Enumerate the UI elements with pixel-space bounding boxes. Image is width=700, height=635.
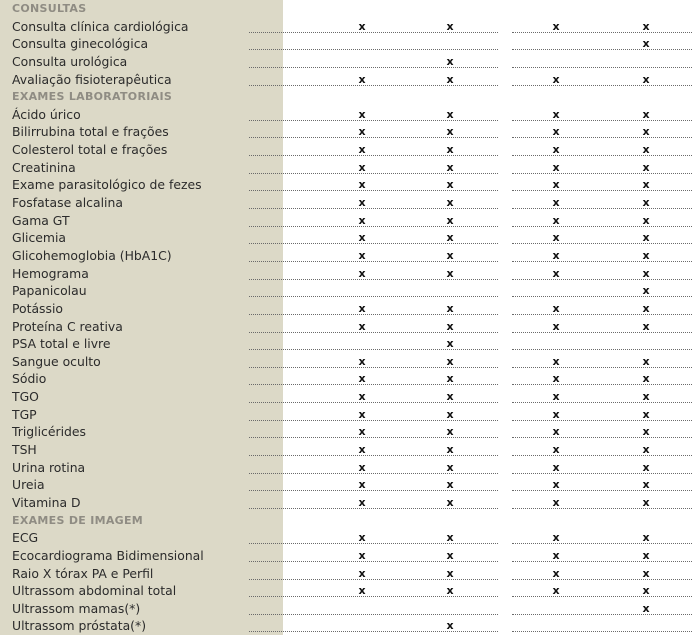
dotted-leader xyxy=(249,455,498,456)
check-mark-col-4: x xyxy=(642,107,650,121)
dotted-leader xyxy=(249,543,498,544)
check-mark-col-3: x xyxy=(552,584,560,598)
dotted-leader xyxy=(512,155,692,156)
check-mark-col-1: x xyxy=(358,160,366,174)
exam-name: Consulta urológica xyxy=(12,53,128,69)
section-header-row xyxy=(0,0,700,18)
check-mark-col-4: x xyxy=(642,160,650,174)
table-row xyxy=(0,406,700,424)
table-row xyxy=(0,18,700,36)
exam-name: Sódio xyxy=(12,371,47,387)
table-row xyxy=(0,370,700,388)
table-row xyxy=(0,176,700,194)
check-mark-col-2: x xyxy=(446,196,454,210)
exam-name: Ultrassom próstata(*) xyxy=(12,618,147,634)
dotted-leader xyxy=(249,437,498,438)
table-row xyxy=(0,265,700,283)
table-row xyxy=(0,335,700,353)
dotted-leader xyxy=(249,420,498,421)
dotted-leader xyxy=(249,49,498,50)
check-mark-col-3: x xyxy=(552,143,560,157)
exam-name: Colesterol total e frações xyxy=(12,142,168,158)
check-mark-col-4: x xyxy=(642,37,650,51)
check-mark-col-2: x xyxy=(446,248,454,262)
table-row xyxy=(0,212,700,230)
dotted-leader xyxy=(512,279,692,280)
check-mark-col-4: x xyxy=(642,248,650,262)
table-row xyxy=(0,494,700,512)
check-mark-col-4: x xyxy=(642,372,650,386)
table-row xyxy=(0,247,700,265)
table-row xyxy=(0,547,700,565)
table-row xyxy=(0,353,700,371)
check-mark-col-2: x xyxy=(446,354,454,368)
check-mark-col-2: x xyxy=(446,495,454,509)
dotted-leader xyxy=(512,596,692,597)
check-mark-col-4: x xyxy=(642,601,650,615)
check-mark-col-1: x xyxy=(358,372,366,386)
table-row xyxy=(0,617,700,635)
check-mark-col-2: x xyxy=(446,213,454,227)
check-mark-col-4: x xyxy=(642,548,650,562)
dotted-leader xyxy=(512,579,692,580)
table-row xyxy=(0,71,700,89)
check-mark-col-1: x xyxy=(358,354,366,368)
dotted-leader xyxy=(512,332,692,333)
check-mark-col-3: x xyxy=(552,213,560,227)
check-mark-col-3: x xyxy=(552,390,560,404)
check-mark-col-1: x xyxy=(358,531,366,545)
check-mark-col-3: x xyxy=(552,301,560,315)
exam-name: Ácido úrico xyxy=(12,106,81,122)
exam-name: Glicemia xyxy=(12,230,67,246)
table-row xyxy=(0,529,700,547)
table-row xyxy=(0,476,700,494)
check-mark-col-4: x xyxy=(642,531,650,545)
dotted-leader xyxy=(512,314,692,315)
check-mark-col-1: x xyxy=(358,231,366,245)
exam-name: Ultrassom mamas(*) xyxy=(12,600,141,616)
exam-name: Glicohemoglobia (HbA1C) xyxy=(12,247,172,263)
dotted-leader xyxy=(249,67,498,68)
check-mark-col-4: x xyxy=(642,213,650,227)
dotted-leader xyxy=(512,49,692,50)
dotted-leader xyxy=(512,261,692,262)
dotted-leader xyxy=(512,402,692,403)
check-mark-col-1: x xyxy=(358,196,366,210)
check-mark-col-3: x xyxy=(552,407,560,421)
dotted-leader xyxy=(249,349,498,350)
check-mark-col-2: x xyxy=(446,125,454,139)
check-mark-col-1: x xyxy=(358,460,366,474)
dotted-leader xyxy=(512,349,692,350)
table-row xyxy=(0,300,700,318)
check-mark-col-4: x xyxy=(642,460,650,474)
table-row xyxy=(0,35,700,53)
exam-name: Creatinina xyxy=(12,159,76,175)
check-mark-col-4: x xyxy=(642,354,650,368)
check-mark-col-2: x xyxy=(446,266,454,280)
dotted-leader xyxy=(249,137,498,138)
check-mark-col-3: x xyxy=(552,231,560,245)
check-mark-col-3: x xyxy=(552,495,560,509)
check-mark-col-4: x xyxy=(642,443,650,457)
dotted-leader xyxy=(512,490,692,491)
dotted-leader xyxy=(249,561,498,562)
table-row xyxy=(0,441,700,459)
dotted-leader xyxy=(512,226,692,227)
dotted-leader xyxy=(249,631,498,632)
check-mark-col-3: x xyxy=(552,19,560,33)
table-row xyxy=(0,459,700,477)
dotted-leader xyxy=(512,384,692,385)
exam-name: Sangue oculto xyxy=(12,353,101,369)
dotted-leader xyxy=(512,173,692,174)
check-mark-col-4: x xyxy=(642,125,650,139)
dotted-leader xyxy=(512,190,692,191)
dotted-leader xyxy=(249,279,498,280)
check-mark-col-2: x xyxy=(446,301,454,315)
dotted-leader xyxy=(512,367,692,368)
dotted-leader xyxy=(249,367,498,368)
dotted-leader xyxy=(249,490,498,491)
check-mark-col-4: x xyxy=(642,301,650,315)
check-mark-col-3: x xyxy=(552,160,560,174)
check-mark-col-1: x xyxy=(358,390,366,404)
dotted-leader xyxy=(512,120,692,121)
check-mark-col-3: x xyxy=(552,266,560,280)
dotted-leader xyxy=(512,137,692,138)
dotted-leader xyxy=(512,32,692,33)
dotted-leader xyxy=(512,85,692,86)
exam-name: Fosfatase alcalina xyxy=(12,195,123,211)
table-row xyxy=(0,106,700,124)
check-mark-col-1: x xyxy=(358,407,366,421)
table-row xyxy=(0,565,700,583)
section-title: EXAMES LABORATORIAIS xyxy=(12,90,173,104)
check-mark-col-2: x xyxy=(446,390,454,404)
exam-name: Triglicérides xyxy=(12,424,86,440)
check-mark-col-3: x xyxy=(552,178,560,192)
dotted-leader xyxy=(249,32,498,33)
dotted-leader xyxy=(249,296,498,297)
check-mark-col-3: x xyxy=(552,372,560,386)
check-mark-col-2: x xyxy=(446,443,454,457)
dotted-leader xyxy=(249,579,498,580)
dotted-leader xyxy=(249,596,498,597)
exam-name: Ureia xyxy=(12,477,45,493)
dotted-leader xyxy=(249,155,498,156)
check-mark-col-3: x xyxy=(552,107,560,121)
table-row xyxy=(0,582,700,600)
exam-name: Exame parasitológico de fezes xyxy=(12,177,202,193)
check-mark-col-4: x xyxy=(642,72,650,86)
check-mark-col-2: x xyxy=(446,478,454,492)
check-mark-col-1: x xyxy=(358,107,366,121)
check-mark-col-2: x xyxy=(446,531,454,545)
check-mark-col-1: x xyxy=(358,19,366,33)
check-mark-col-1: x xyxy=(358,266,366,280)
dotted-leader xyxy=(249,208,498,209)
dotted-leader xyxy=(249,332,498,333)
check-mark-col-1: x xyxy=(358,213,366,227)
check-mark-col-1: x xyxy=(358,143,366,157)
exam-name: Gama GT xyxy=(12,212,70,228)
check-mark-col-2: x xyxy=(446,178,454,192)
exam-name: Raio X tórax PA e Perfil xyxy=(12,565,154,581)
check-mark-col-2: x xyxy=(446,160,454,174)
exam-name: PSA total e livre xyxy=(12,336,111,352)
check-mark-col-3: x xyxy=(552,531,560,545)
exam-name: Avaliação fisioterapêutica xyxy=(12,71,172,87)
exam-name: Consulta clínica cardiológica xyxy=(12,18,189,34)
exam-name: Hemograma xyxy=(12,265,89,281)
dotted-leader xyxy=(249,261,498,262)
table-row xyxy=(0,388,700,406)
dotted-leader xyxy=(249,508,498,509)
dotted-leader xyxy=(512,243,692,244)
check-mark-col-2: x xyxy=(446,584,454,598)
exam-name: TGO xyxy=(12,389,39,405)
table-row xyxy=(0,282,700,300)
check-mark-col-1: x xyxy=(358,495,366,509)
check-mark-col-1: x xyxy=(358,566,366,580)
check-mark-col-3: x xyxy=(552,196,560,210)
exam-name: Ultrassom abdominal total xyxy=(12,583,177,599)
check-mark-col-2: x xyxy=(446,319,454,333)
dotted-leader xyxy=(249,473,498,474)
check-mark-col-4: x xyxy=(642,319,650,333)
dotted-leader xyxy=(249,614,498,615)
exam-name: TSH xyxy=(12,442,37,458)
check-mark-col-3: x xyxy=(552,125,560,139)
exam-name: Ecocardiograma Bidimensional xyxy=(12,547,204,563)
dotted-leader xyxy=(249,314,498,315)
check-mark-col-1: x xyxy=(358,478,366,492)
check-mark-col-3: x xyxy=(552,248,560,262)
dotted-leader xyxy=(512,437,692,438)
check-mark-col-2: x xyxy=(446,72,454,86)
check-mark-col-1: x xyxy=(358,72,366,86)
check-mark-col-4: x xyxy=(642,284,650,298)
check-mark-col-4: x xyxy=(642,231,650,245)
check-mark-col-1: x xyxy=(358,425,366,439)
check-mark-col-4: x xyxy=(642,478,650,492)
check-mark-col-4: x xyxy=(642,407,650,421)
table-row xyxy=(0,318,700,336)
check-mark-col-4: x xyxy=(642,196,650,210)
check-mark-col-2: x xyxy=(446,143,454,157)
check-mark-col-3: x xyxy=(552,548,560,562)
exam-name: ECG xyxy=(12,530,39,546)
dotted-leader xyxy=(512,473,692,474)
check-mark-col-4: x xyxy=(642,19,650,33)
check-mark-col-4: x xyxy=(642,584,650,598)
check-mark-col-1: x xyxy=(358,125,366,139)
check-mark-col-2: x xyxy=(446,372,454,386)
table-row xyxy=(0,159,700,177)
table-row xyxy=(0,123,700,141)
dotted-leader xyxy=(512,631,692,632)
check-mark-col-3: x xyxy=(552,566,560,580)
check-mark-col-2: x xyxy=(446,425,454,439)
check-mark-col-1: x xyxy=(358,548,366,562)
dotted-leader xyxy=(249,243,498,244)
check-mark-col-1: x xyxy=(358,443,366,457)
dotted-leader xyxy=(512,296,692,297)
check-mark-col-4: x xyxy=(642,266,650,280)
check-mark-col-3: x xyxy=(552,319,560,333)
dotted-leader xyxy=(249,173,498,174)
check-mark-col-2: x xyxy=(446,19,454,33)
check-mark-col-3: x xyxy=(552,354,560,368)
check-mark-col-2: x xyxy=(446,337,454,351)
exam-name: Urina rotina xyxy=(12,459,86,475)
check-mark-col-2: x xyxy=(446,548,454,562)
section-title: CONSULTAS xyxy=(12,2,87,15)
section-title: EXAMES DE IMAGEM xyxy=(12,513,144,527)
check-mark-col-2: x xyxy=(446,54,454,68)
check-mark-col-3: x xyxy=(552,425,560,439)
check-mark-col-2: x xyxy=(446,619,454,633)
dotted-leader xyxy=(512,208,692,209)
table-row xyxy=(0,194,700,212)
dotted-leader xyxy=(512,614,692,615)
dotted-leader xyxy=(249,384,498,385)
check-mark-col-1: x xyxy=(358,248,366,262)
dotted-leader xyxy=(512,543,692,544)
section-header-row xyxy=(0,512,700,530)
check-mark-col-3: x xyxy=(552,478,560,492)
dotted-leader xyxy=(249,226,498,227)
exam-name: TGP xyxy=(12,406,37,422)
exam-name: Papanicolau xyxy=(12,283,87,299)
check-mark-col-4: x xyxy=(642,566,650,580)
check-mark-col-1: x xyxy=(358,178,366,192)
table-row xyxy=(0,229,700,247)
dotted-leader xyxy=(512,561,692,562)
exam-name: Vitamina D xyxy=(12,494,81,510)
check-mark-col-3: x xyxy=(552,72,560,86)
check-mark-col-4: x xyxy=(642,178,650,192)
table-row xyxy=(0,423,700,441)
check-mark-col-2: x xyxy=(446,566,454,580)
check-mark-col-4: x xyxy=(642,390,650,404)
section-header-row xyxy=(0,88,700,106)
check-mark-col-2: x xyxy=(446,460,454,474)
dotted-leader xyxy=(512,67,692,68)
check-mark-col-3: x xyxy=(552,443,560,457)
dotted-leader xyxy=(512,508,692,509)
dotted-leader xyxy=(249,120,498,121)
check-mark-col-2: x xyxy=(446,231,454,245)
table-row xyxy=(0,53,700,71)
dotted-leader xyxy=(512,420,692,421)
dotted-leader xyxy=(249,85,498,86)
dotted-leader xyxy=(512,455,692,456)
dotted-leader xyxy=(249,190,498,191)
exam-name: Consulta ginecológica xyxy=(12,36,149,52)
check-mark-col-3: x xyxy=(552,460,560,474)
check-mark-col-1: x xyxy=(358,301,366,315)
check-mark-col-4: x xyxy=(642,495,650,509)
exam-name: Proteína C reativa xyxy=(12,318,123,334)
table-row xyxy=(0,600,700,618)
check-mark-col-2: x xyxy=(446,107,454,121)
check-mark-col-1: x xyxy=(358,319,366,333)
check-mark-col-4: x xyxy=(642,425,650,439)
check-mark-col-2: x xyxy=(446,407,454,421)
check-mark-col-1: x xyxy=(358,584,366,598)
table-row xyxy=(0,141,700,159)
exam-name: Potássio xyxy=(12,300,63,316)
dotted-leader xyxy=(249,402,498,403)
check-mark-col-4: x xyxy=(642,143,650,157)
exam-name: Bilirrubina total e frações xyxy=(12,124,169,140)
